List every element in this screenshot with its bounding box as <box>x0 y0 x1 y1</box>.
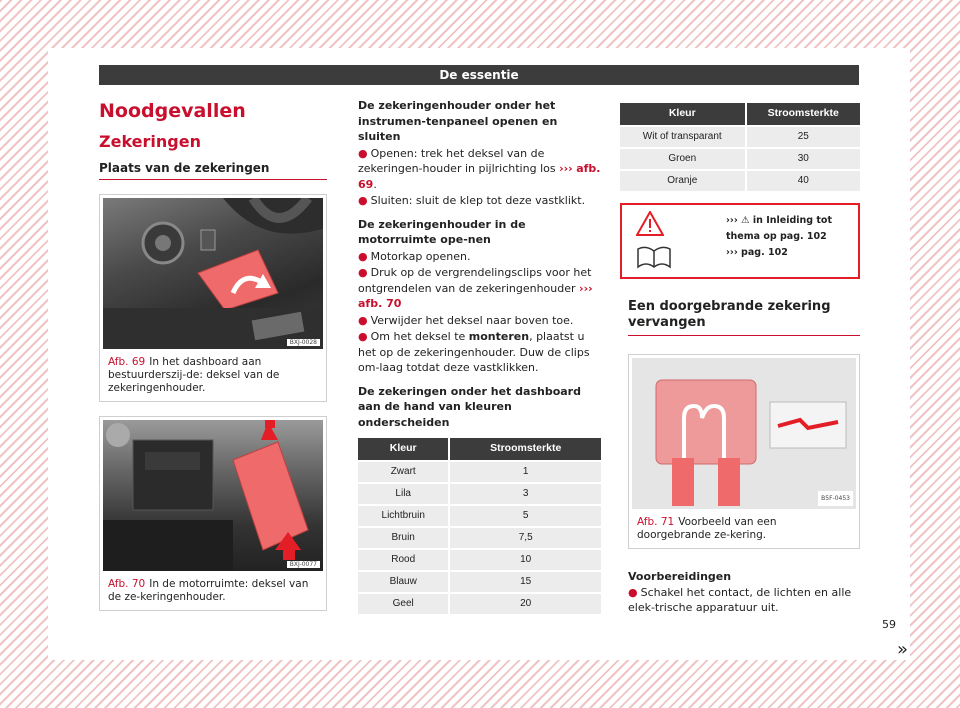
engine-bay-illustration <box>103 420 323 571</box>
list-item: ● Om het deksel te monteren, plaatst u het op de zekeringenhouder. Duw de clips om-laag totdat deze vastklikken. <box>358 330 590 374</box>
fuse-illustration <box>632 358 856 509</box>
figure-label: Afb. 69 <box>108 356 146 368</box>
chapter-title: Noodgevallen <box>99 100 246 122</box>
dashboard-photo <box>103 198 323 349</box>
running-header: De essentie <box>99 65 859 85</box>
figure-caption <box>100 574 326 610</box>
list-item: ● Schakel het contact, de lichten en alle elek-trische apparatuur uit. <box>628 585 852 614</box>
dashboard-illustration <box>103 198 323 349</box>
bullet-icon: ● <box>358 330 368 343</box>
subsection-title: Plaats van de zekeringen <box>99 161 327 180</box>
list-item: ● Motorkap openen. <box>358 249 471 263</box>
caption-text: In de motorruimte: deksel van de ze-keringenhouder. <box>108 578 309 603</box>
bullet-icon: ● <box>358 249 368 263</box>
figure-69 <box>99 194 327 402</box>
table-row: Geel 20 <box>358 594 601 614</box>
figure-caption <box>100 352 326 401</box>
table-header: Stroomsterkte <box>745 103 861 125</box>
column-middle <box>358 98 601 616</box>
table-row: Lila 3 <box>358 484 601 504</box>
column-left <box>99 98 327 611</box>
table-row: Groen 30 <box>620 149 860 169</box>
bullet-icon: ● <box>358 266 368 279</box>
figure-link[interactable]: afb. 70 <box>358 297 402 310</box>
caption-text: In het dashboard aan bestuurderszij-de: deksel van de zekeringenhouder. <box>108 356 280 394</box>
list-item: ● Verwijder het deksel naar boven toe. <box>358 313 574 327</box>
list-item: ● Openen: trek het deksel van de zekeringen-houder in pijlrichting los ››› afb. 69. <box>358 146 601 191</box>
table-row: Bruin 7,5 <box>358 528 601 548</box>
page-number: 59 <box>882 618 896 631</box>
bullet-icon: ● <box>358 194 368 207</box>
figure-code: BXJ-0028 <box>287 339 320 346</box>
bullet-icon: ● <box>358 146 368 160</box>
column-right <box>620 101 860 616</box>
page-reference[interactable]: ››› pag. 102 <box>726 247 788 258</box>
figure-code: BXJ-0077 <box>287 561 320 568</box>
table-row: Zwart 1 <box>358 462 601 482</box>
table-row: Wit of transparant 25 <box>620 127 860 147</box>
fuse-color-table <box>358 436 601 616</box>
figure-label: Afb. 71 <box>637 516 675 528</box>
engine-bay-photo <box>103 420 323 571</box>
heading-color-table: De zekeringen onder het dashboard aan de hand van kleuren onderscheiden <box>358 384 581 429</box>
ref-arrow: ››› <box>559 162 573 175</box>
figure-label: Afb. 70 <box>108 578 146 590</box>
page <box>48 48 910 660</box>
continue-arrow-icon: » <box>896 639 908 660</box>
table-row: Blauw 15 <box>358 572 601 592</box>
table-header: Kleur <box>620 103 745 125</box>
table-header: Stroomsterkte <box>448 438 601 460</box>
table-header: Kleur <box>358 438 448 460</box>
heading-preparations: Voorbereidingen <box>628 570 732 583</box>
ref-arrow: ››› <box>579 281 593 295</box>
manual-book-icon <box>636 245 672 269</box>
fuse-color-table-continued <box>620 101 860 193</box>
caption-text: Voorbeeld van een doorgebrande ze-kering. <box>637 516 777 541</box>
figure-caption <box>629 512 859 548</box>
heading-dashboard-fuse: De zekeringenhouder onder het instrumen-tenpaneel openen en sluiten <box>358 99 558 143</box>
figure-70 <box>99 416 327 611</box>
figure-code: B5F-0453 <box>818 491 853 507</box>
section-replace-fuse: Een doorgebrande zekering vervangen <box>628 299 860 336</box>
warning-box <box>620 203 860 279</box>
blown-fuse-drawing <box>632 358 852 509</box>
figure-71 <box>628 354 860 549</box>
table-row: Oranje 40 <box>620 171 860 191</box>
section-title: Zekeringen <box>99 132 201 151</box>
table-row: Rood 10 <box>358 550 601 570</box>
list-item: ● Sluiten: sluit de klep tot deze vastklikt. <box>358 194 586 207</box>
warning-reference[interactable]: ››› ⚠ in Inleiding tot thema op pag. 102 <box>726 215 832 242</box>
table-row: Lichtbruin 5 <box>358 506 601 526</box>
heading-engine-fuse: De zekeringenhouder in de motorruimte ope-nen <box>358 217 526 246</box>
bullet-icon: ● <box>358 313 368 327</box>
figure-link[interactable]: afb. 69 <box>358 162 601 191</box>
bullet-icon: ● <box>628 585 638 599</box>
warning-triangle-icon <box>636 211 664 236</box>
list-item: ● Druk op de vergrendelingsclips voor het ontgrendelen van de zekeringenhouder ››› afb. 70 <box>358 266 593 310</box>
